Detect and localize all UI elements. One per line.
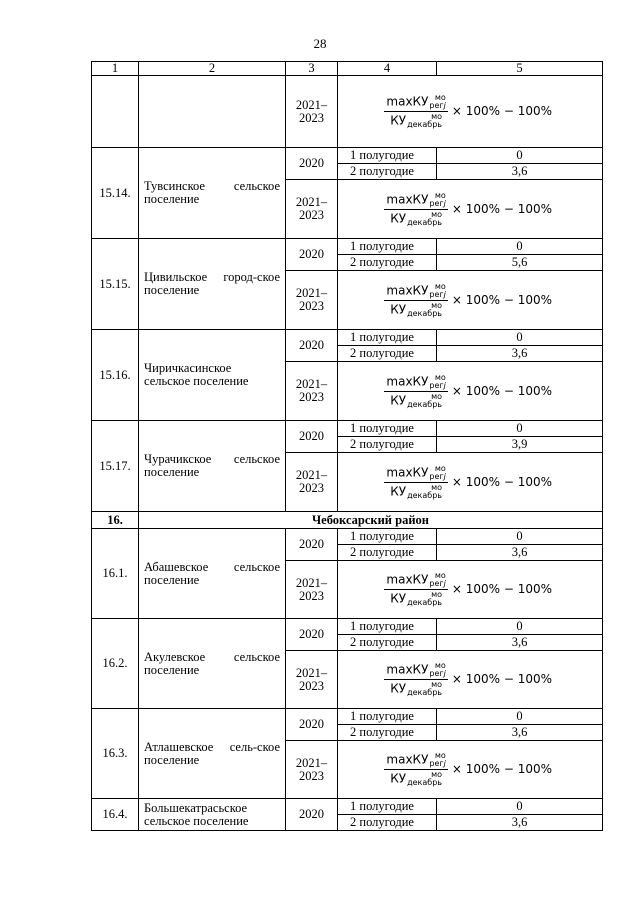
formula-cell: [338, 453, 603, 512]
formula-numerator-base: maxКУ: [386, 752, 429, 767]
formula-denominator: [388, 483, 444, 500]
formula-denominator-base: КУ: [390, 591, 407, 606]
formula-cell: [338, 76, 603, 148]
half-year-cell: 1 полугодие: [338, 330, 437, 346]
formula-denominator-sup: мо: [431, 680, 442, 689]
year-cell: 2020: [286, 421, 338, 453]
formula-numerator-sub-index: j: [443, 669, 446, 678]
formula-tail: × 100% − 100%: [451, 104, 552, 118]
formula-numerator-sub: рег: [429, 380, 444, 390]
formula-numerator: [384, 374, 447, 392]
formula-numerator-sup: мо: [434, 571, 446, 580]
year-cell: 2020: [286, 799, 338, 831]
formula-denominator-sub: декабрь: [407, 120, 442, 129]
formula-denominator-sub: декабрь: [407, 598, 442, 607]
formula-denominator-sub: декабрь: [407, 778, 442, 787]
formula-numerator-indices: [429, 374, 445, 390]
formula-denominator-sup: мо: [431, 112, 442, 121]
value-cell: 3,6: [437, 635, 603, 651]
formula-cell: [338, 271, 603, 330]
formula-denominator-sub: декабрь: [407, 399, 442, 409]
formula-denominator: [388, 392, 444, 409]
year-cell: 2020: [286, 239, 338, 271]
half-year-cell: 2 полугодие: [338, 255, 437, 271]
formula-numerator: [384, 662, 447, 680]
half-year-cell: 2 полугодие: [338, 545, 437, 561]
row-number-cell: 15.16.: [92, 330, 139, 421]
half-year-cell: 2 полугодие: [338, 164, 437, 180]
formula-denominator-indices: [407, 211, 442, 227]
formula-denominator: [388, 210, 444, 227]
formula-numerator-indices: [429, 94, 445, 110]
formula-numerator-sup: мо: [434, 190, 446, 200]
settlement-name-cell: Чурачикское сельское поселение: [139, 421, 286, 512]
formula-numerator-sub-wrap: [429, 102, 445, 110]
formula-numerator-sub: рег: [429, 198, 444, 208]
row-number-cell: [92, 76, 139, 148]
formula-numerator-sub: рег: [429, 669, 444, 678]
formula: [384, 94, 552, 129]
settlement-row: [92, 148, 603, 164]
formula-numerator-indices: [429, 192, 445, 208]
formula-denominator-base: КУ: [390, 113, 407, 128]
half-year-cell: 1 полугодие: [338, 421, 437, 437]
half-year-cell: 1 полугодие: [338, 799, 437, 815]
column-number-cell: 2: [139, 62, 286, 76]
column-number-cell: 5: [437, 62, 603, 76]
formula-fraction: [384, 752, 447, 787]
formula-denominator-sup: мо: [431, 770, 442, 779]
value-cell: 3,9: [437, 437, 603, 453]
formula-fraction: [384, 572, 447, 607]
formula-numerator: [384, 192, 447, 210]
value-cell: 0: [437, 421, 603, 437]
formula-tail: × 100% − 100%: [451, 201, 552, 216]
half-year-cell: 1 полугодие: [338, 709, 437, 725]
row-number-cell: 16.1.: [92, 529, 139, 619]
formula-numerator-indices: [429, 572, 445, 588]
formula-numerator-sup: мо: [434, 751, 446, 760]
year-cell: 2021– 2023: [286, 741, 338, 799]
formula-denominator-indices: [407, 771, 442, 787]
value-cell: 0: [437, 529, 603, 545]
value-cell: 3,6: [437, 545, 603, 561]
formula: [384, 572, 552, 607]
formula-numerator-base: maxКУ: [386, 465, 429, 479]
formula-cell: [338, 362, 603, 421]
tariff-table: [91, 61, 603, 831]
formula-numerator-sup: мо: [434, 281, 446, 291]
formula-denominator-sup: мо: [431, 209, 442, 219]
formula-denominator-base: КУ: [390, 681, 407, 696]
formula-numerator-sub-wrap: [429, 670, 445, 678]
formula-numerator-sub-wrap: [429, 760, 445, 768]
formula-numerator-sub-index: j: [443, 198, 446, 208]
formula-numerator: [384, 572, 447, 590]
half-year-cell: 2 полугодие: [338, 346, 437, 362]
row-number-cell: 16.4.: [92, 799, 139, 831]
formula-fraction: [384, 465, 447, 500]
value-cell: 0: [437, 239, 603, 255]
value-cell: 3,6: [437, 725, 603, 741]
formula-fraction: [384, 192, 447, 227]
formula-denominator-sup: мо: [431, 590, 442, 599]
year-cell: 2021– 2023: [286, 651, 338, 709]
formula-tail: × 100% − 100%: [451, 383, 552, 398]
page-number: 28: [313, 36, 327, 51]
formula-denominator-indices: [407, 113, 442, 129]
formula-numerator-sup: мо: [434, 463, 446, 473]
formula-numerator: [384, 283, 447, 301]
formula-numerator-base: maxКУ: [386, 572, 429, 587]
half-year-cell: 2 полугодие: [338, 815, 437, 831]
settlement-name-cell: Большекатрасьское сельское поселение: [139, 799, 286, 831]
half-year-cell: 2 полугодие: [338, 437, 437, 453]
formula-denominator-base: КУ: [390, 771, 407, 786]
formula-numerator-base: maxКУ: [386, 662, 429, 677]
formula-numerator-base: maxКУ: [386, 94, 429, 109]
formula-numerator-sub-index: j: [443, 759, 446, 768]
formula-numerator-indices: [429, 662, 445, 678]
half-year-cell: 1 полугодие: [338, 239, 437, 255]
row-number-cell: 15.14.: [92, 148, 139, 239]
value-cell: 0: [437, 709, 603, 725]
formula-cell: [338, 180, 603, 239]
half-year-cell: 2 полугодие: [338, 635, 437, 651]
formula-numerator-sub-wrap: [429, 291, 445, 299]
formula-tail: × 100% − 100%: [451, 582, 552, 596]
value-cell: 0: [437, 619, 603, 635]
formula-denominator-sup: мо: [431, 391, 442, 401]
settlement-row: [92, 330, 603, 346]
year-cell: 2021– 2023: [286, 271, 338, 330]
half-year-cell: 1 полугодие: [338, 148, 437, 164]
column-number-cell: 1: [92, 62, 139, 76]
formula-denominator-base: КУ: [390, 211, 407, 225]
value-cell: 0: [437, 148, 603, 164]
formula-cell: [338, 651, 603, 709]
formula-denominator-sub: декабрь: [407, 217, 442, 227]
formula-numerator-sub: рег: [429, 101, 444, 110]
value-cell: 3,6: [437, 815, 603, 831]
year-cell: 2021– 2023: [286, 561, 338, 619]
formula-numerator-base: maxКУ: [386, 374, 429, 388]
formula-numerator-indices: [429, 465, 445, 481]
year-cell: 2020: [286, 529, 338, 561]
formula-numerator-sup: мо: [434, 93, 446, 102]
value-cell: 0: [437, 799, 603, 815]
settlement-row: [92, 619, 603, 635]
formula-denominator-sub: декабрь: [407, 688, 442, 697]
year-cell: 2021– 2023: [286, 76, 338, 148]
formula-numerator-sub-index: j: [443, 380, 446, 390]
formula-numerator-sub-wrap: [429, 473, 445, 481]
formula-denominator: [388, 680, 444, 697]
formula-numerator: [384, 752, 447, 770]
formula-numerator-sub-index: j: [443, 579, 446, 588]
formula-denominator: [388, 590, 444, 607]
year-cell: 2020: [286, 148, 338, 180]
formula-numerator: [384, 465, 447, 483]
formula-numerator-sub: рег: [429, 579, 444, 588]
row-number-cell: 16.3.: [92, 709, 139, 799]
value-cell: 3,6: [437, 164, 603, 180]
formula-denominator: [388, 112, 444, 129]
formula-denominator-indices: [407, 591, 442, 607]
settlement-row: [92, 239, 603, 255]
formula-denominator-base: КУ: [390, 393, 407, 407]
formula-denominator-sub: декабрь: [407, 490, 442, 500]
column-number-cell: 3: [286, 62, 338, 76]
formula-denominator-indices: [407, 681, 442, 697]
row-number-cell: 15.17.: [92, 421, 139, 512]
formula-numerator-indices: [429, 283, 445, 299]
formula-denominator-sup: мо: [431, 482, 442, 492]
formula-denominator-indices: [407, 393, 442, 409]
value-cell: 0: [437, 330, 603, 346]
formula-cell: [338, 741, 603, 799]
formula-denominator: [388, 770, 444, 787]
formula-numerator-sub: рег: [429, 759, 444, 768]
settlement-row: [92, 421, 603, 437]
year-cell: 2021– 2023: [286, 453, 338, 512]
formula: [384, 752, 552, 787]
half-year-cell: 2 полугодие: [338, 725, 437, 741]
row-number-cell: 16.2.: [92, 619, 139, 709]
formula-fraction: [384, 283, 447, 318]
settlement-name-cell: Абашевское сельское поселение: [139, 529, 286, 619]
formula-numerator-sub-wrap: [429, 580, 445, 588]
settlement-name-cell: Чиричкасинское сельское поселение: [139, 330, 286, 421]
formula-tail: × 100% − 100%: [451, 672, 552, 686]
formula-denominator-sub: декабрь: [407, 308, 442, 318]
formula-numerator-sub-index: j: [443, 101, 446, 110]
formula: [384, 192, 552, 227]
formula-numerator-sub-index: j: [443, 471, 446, 481]
value-cell: 5,6: [437, 255, 603, 271]
settlement-name-cell: Акулевское сельское поселение: [139, 619, 286, 709]
settlement-row: [92, 799, 603, 815]
year-cell: 2020: [286, 330, 338, 362]
row-number-cell: 15.15.: [92, 239, 139, 330]
year-cell: 2020: [286, 709, 338, 741]
settlement-row: [92, 529, 603, 545]
formula-cell: [338, 561, 603, 619]
formula-fraction: [384, 662, 447, 697]
section-number-cell: 16.: [92, 512, 139, 529]
column-number-cell: 4: [338, 62, 437, 76]
settlement-name-cell: Цивильское город-ское поселение: [139, 239, 286, 330]
formula-denominator-base: КУ: [390, 302, 407, 316]
year-cell: 2021– 2023: [286, 362, 338, 421]
formula-tail: × 100% − 100%: [451, 292, 552, 307]
formula: [384, 465, 552, 500]
formula-denominator-indices: [407, 302, 442, 318]
settlement-name-cell: Тувсинское сельское поселение: [139, 148, 286, 239]
formula: [384, 662, 552, 697]
formula-tail: × 100% − 100%: [451, 474, 552, 489]
column-number-row: [92, 62, 603, 76]
formula-numerator-sub-wrap: [429, 200, 445, 208]
settlement-name-cell: Атлашевское сель-ское поселение: [139, 709, 286, 799]
formula-numerator-indices: [429, 752, 445, 768]
formula-denominator-base: КУ: [390, 484, 407, 498]
section-title-cell: Чебоксарский район: [139, 512, 603, 529]
year-cell: 2021– 2023: [286, 180, 338, 239]
section-row: [92, 512, 603, 529]
formula-tail: × 100% − 100%: [451, 762, 552, 776]
formula-fraction: [384, 374, 447, 409]
formula-numerator-sub-index: j: [443, 289, 446, 299]
continuation-row: [92, 76, 603, 148]
formula-denominator: [388, 301, 444, 318]
formula-numerator-sup: мо: [434, 372, 446, 382]
formula: [384, 374, 552, 409]
year-cell: 2020: [286, 619, 338, 651]
formula-denominator-indices: [407, 484, 442, 500]
formula-numerator-sub: рег: [429, 471, 444, 481]
settlement-name-cell: [139, 76, 286, 148]
formula-denominator-sup: мо: [431, 300, 442, 310]
half-year-cell: 1 полугодие: [338, 529, 437, 545]
formula-numerator-sub: рег: [429, 289, 444, 299]
formula-fraction: [384, 94, 447, 129]
value-cell: 3,6: [437, 346, 603, 362]
settlement-row: [92, 709, 603, 725]
half-year-cell: 1 полугодие: [338, 619, 437, 635]
formula-numerator: [384, 94, 447, 112]
formula-numerator-sup: мо: [434, 661, 446, 670]
formula-numerator-sub-wrap: [429, 382, 445, 390]
formula-numerator-base: maxКУ: [386, 283, 429, 297]
formula: [384, 283, 552, 318]
formula-numerator-base: maxКУ: [386, 192, 429, 206]
